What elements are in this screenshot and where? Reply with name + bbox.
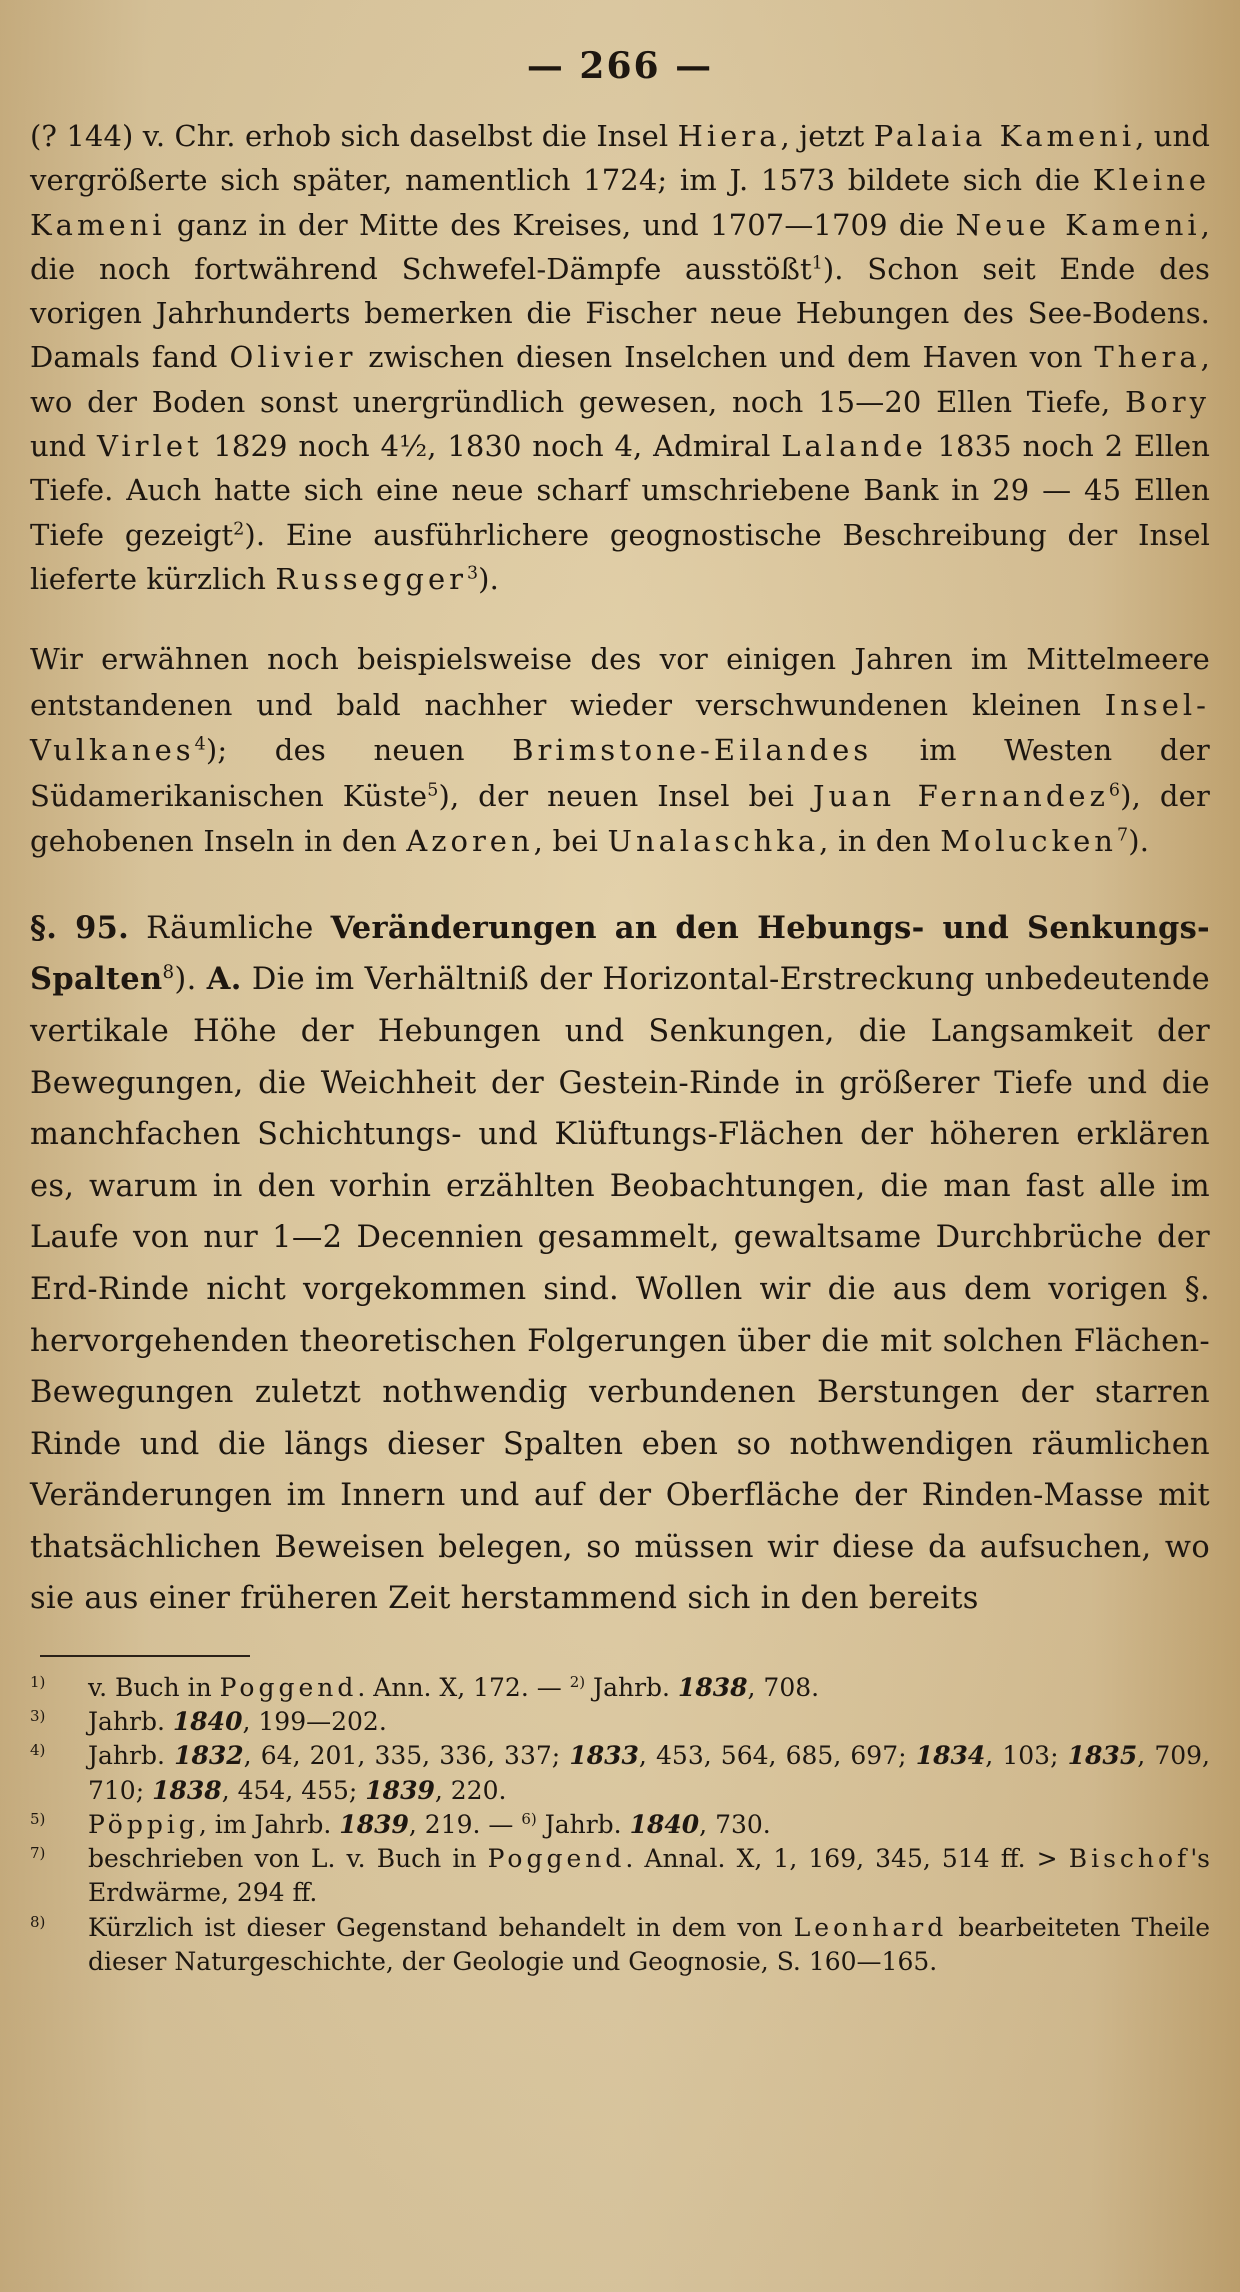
footnote [30,1808,1210,1842]
footnote-text: Pöppig [88,1809,199,1839]
footnote-mark: 8) [30,1912,46,1931]
footnote-year: 1834 [915,1741,986,1771]
footnote-text: , 64, 201, 335, 336, 337; [243,1741,570,1771]
footnote [30,1911,1210,1979]
text-run: 1835 noch 2 Ellen Tiefe. Auch hatte sich eine neue scharf umschriebene Bank in 29 — 45 Ellen Tiefe gezeigt [30,429,1210,552]
text-run: zwischen diesen Inselchen und dem Haven von [356,340,1095,375]
footnote-text: bearbeiteten Theile dieser Naturgeschichte, der Geologie und Geognosie, S. 160—165. [88,1912,1210,1976]
footnote [30,1671,1210,1705]
place-thera: Thera [1094,340,1201,375]
footnote-year: 1838 [677,1673,748,1703]
section-heading: Veränderungen an den Hebungs- und Senkungs-Spalten [30,909,1210,998]
place-palaia-kameni: Palaia Kameni [873,119,1136,153]
text-run: (? 144) v. Chr. erhob sich daselbst die Insel [30,119,678,153]
footnote-year: 1839 [339,1809,409,1839]
section-number: §. 95. [30,909,130,946]
footnote-text: , 730. [699,1809,771,1839]
footnote-text: Bischof [1068,1844,1191,1874]
footnote-mark: 7) [30,1844,46,1863]
footnote-text: Jahrb. [88,1707,173,1737]
text-run: ganz in der Mitte des Kreises, und 1707—1709 die [165,207,956,242]
person-virlet: Virlet [96,429,203,464]
place-juan-fernandez: Juan Fernandez [812,778,1109,813]
footnote-text: , 709, 710; [88,1741,1210,1805]
footnote-separator [40,1655,250,1657]
footnote-text: , 103; [985,1741,1068,1771]
footnote [30,1705,1210,1739]
footnote-ref: 2 [233,519,245,540]
text-run: ); des neuen [205,733,513,768]
place-unalaschka: Unalaschka [607,824,820,859]
footnote-text: 's Erdwärme, 294 ff. [88,1844,1211,1908]
text-run: , wo der Boden sonst unergründlich gewesen, noch 15—20 Ellen Tiefe, [30,340,1210,419]
footnotes [30,1671,1210,1979]
person-russegger: Russegger [275,561,467,596]
footnote-year: 1840 [629,1809,700,1839]
footnote-ref: 5 [427,780,439,801]
page-number: — 266 — [526,45,714,87]
footnote-year: 1832 [174,1741,244,1771]
text-run: , die noch fortwährend Schwefel-Dämpfe ausstößt [30,207,1210,286]
footnote-text: , 220. [434,1775,507,1805]
footnote-text: Jahrb. [585,1673,678,1703]
text-run: , jetzt [780,119,874,153]
footnote-year: 1840 [172,1707,243,1737]
footnote-mark: 3) [30,1707,46,1726]
text-run: ). [1128,824,1150,859]
text-run: , und vergrößerte sich später, namentlich 1724; im J. 1573 bildete sich die [30,119,1211,198]
footnote-text: v. Buch in [88,1673,220,1703]
footnote-text: Kürzlich ist dieser Gegenstand behandelt in dem von [88,1912,794,1942]
person-olivier: Olivier [229,340,357,375]
footnote-mark: 5) [30,1809,46,1828]
place-azoren: Azoren [406,824,534,859]
text-run: Wir erwähnen noch beispielsweise des vor einigen Jahren im Mittelmeere entstandenen und bald nachher wieder verschwundenen kleinen [30,642,1210,722]
place-kleine-kameni: Kleine Kameni [30,163,1210,242]
footnote-mark: 6) [521,1809,537,1828]
text-run: Die im Verhältniß der Horizontal-Erstreckung unbedeutende vertikale Höhe der Hebungen und Senkungen, die Langsamkeit der Bewegungen, die Weichheit der Gestein-Rinde in größerer Tiefe und die manchfachen Schichtungs- und Klüftungs-Flächen der höheren erklären es, warum in den vorhin erzählten Beobachtungen, die man fast alle im Laufe von nur 1—2 Decennien gesammelt, gewaltsame Durchbrüche der Erd-Rinde nicht vorgekommen sind. Wollen wir die aus dem vorigen §. hervorgehenden theoretischen Folgerungen über die mit solchen Flächen-Bewegungen zuletzt nothwendig verbundenen Berstungen der starren Rinde und die längs dieser Spalten eben so nothwendigen räumlichen Veränderungen im Innern und auf der Oberfläche der Rinden-Masse mit thatsächlichen Beweisen belegen, so müssen wir diese da aufsuchen, wo sie aus einer früheren Zeit herstammend sich in den bereits [30,962,1210,1617]
footnote-text: Jahrb. [536,1809,630,1839]
text-run: ). Eine ausführlichere geognostische Beschreibung der Insel lieferte kürzlich [30,517,1210,596]
text-run: ), der neuen Insel bei [438,778,813,813]
footnote-text: Jahrb. [88,1741,175,1771]
footnote-text: beschrieben von L. v. Buch in [88,1844,488,1874]
footnote-text: , 219. — [408,1809,522,1839]
place-hiera: Hiera [677,119,781,153]
footnote-text: , 453, 564, 685, 697; [638,1741,916,1771]
text-run: ), der gehobenen Inseln in den [30,778,1211,859]
person-bory: Bory [1124,384,1210,419]
place-molucken: Molucken [940,824,1117,859]
footnote [30,1842,1210,1910]
text-run: ). [174,962,207,998]
text-run: ). [478,561,499,596]
footnote-ref: 8 [162,962,175,984]
text-run: , in den [819,824,941,859]
footnote-ref: 6 [1108,780,1121,801]
footnote-text: , 454, 455; [221,1775,366,1805]
text-run: ). Schon seit Ende des vorigen Jahrhunderts bemerken die Fischer neue Hebungen des See-Bodens. Damals fand [30,251,1210,375]
text-run: 1829 noch 4½, 1830 noch 4, Admiral [202,429,782,464]
footnote-year: 1833 [569,1741,639,1771]
footnote-text: . Ann. X, 172. — [357,1673,570,1703]
footnote-ref: 1 [811,253,823,274]
footnote-text: , 199—202. [242,1707,387,1737]
paragraph-examples [30,637,1210,865]
footnote-year: 1839 [365,1775,435,1805]
footnote-text: Poggend [219,1673,358,1703]
footnote-text: . Annal. X, 1, 169, 345, 514 ff. > [625,1844,1069,1874]
place-brimstone: Brimstone-Eilandes [512,733,873,768]
text-run: im Westen der Südamerikanischen Küste [30,733,1210,813]
term-insel-vulkan: Insel-Vulkanes [30,687,1210,768]
footnote-year: 1835 [1067,1741,1138,1771]
footnote-ref: 4 [194,734,206,755]
footnote-mark: 4) [30,1741,46,1760]
subsection-marker: A. [206,961,242,998]
text-run: und [30,429,97,464]
text-run: Räumliche [129,910,331,946]
footnote-text: Leonhard [793,1912,948,1942]
person-lalande: Lalande [781,429,927,464]
footnote-year: 1838 [152,1775,222,1805]
paragraph-section-95 [30,903,1210,1625]
footnote-ref: 3 [466,563,479,584]
footnote-text: , 708. [747,1673,820,1703]
footnote-text: , im Jahrb. [198,1809,340,1839]
footnote-ref: 7 [1116,825,1129,846]
footnote-mark: 2) [569,1673,586,1692]
paragraph-santorin [30,114,1210,601]
text-run: , bei [533,824,608,859]
footnote-text: Poggend [487,1844,626,1874]
footnote [30,1739,1210,1807]
footnote-mark: 1) [30,1673,46,1692]
place-neue-kameni: Neue Kameni [955,207,1201,242]
